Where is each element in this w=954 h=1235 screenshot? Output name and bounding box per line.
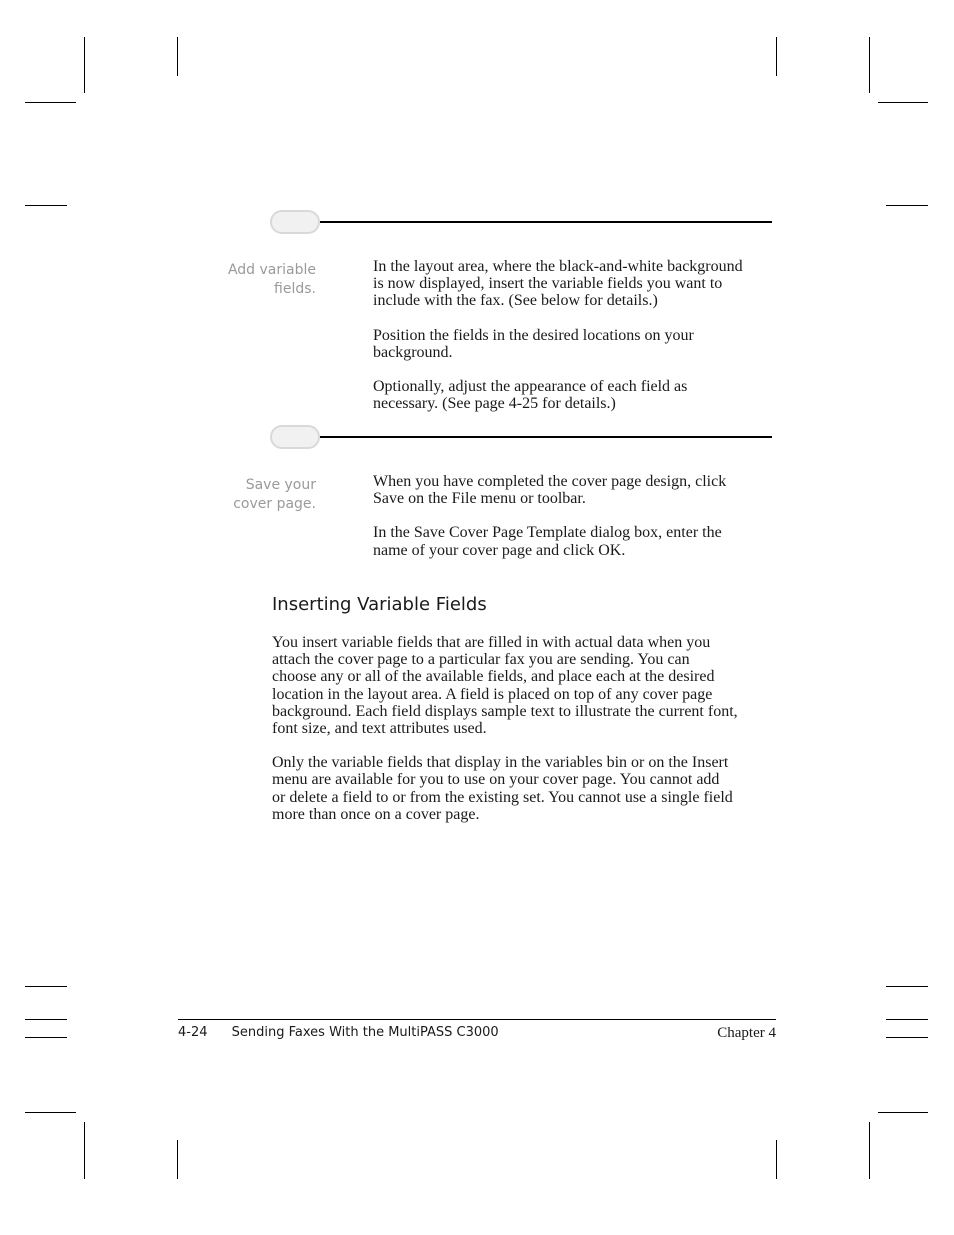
paragraph xyxy=(373,327,743,361)
text-line: font size, and text attributes used. xyxy=(272,720,487,738)
crop-mark xyxy=(25,1037,67,1038)
crop-mark xyxy=(886,205,928,206)
crop-mark xyxy=(25,205,67,206)
text-line: or delete a field to or from the existing set. You cannot use a single field xyxy=(272,788,733,806)
text-line: location in the layout area. A field is placed on top of any cover page xyxy=(272,685,713,703)
footer-rule xyxy=(178,1019,776,1020)
step-label xyxy=(176,476,316,514)
text-line: include with the fax. (See below for details.) xyxy=(373,292,658,310)
crop-mark xyxy=(177,1140,178,1179)
paragraph xyxy=(373,524,726,558)
text-line: necessary. (See page 4-25 for details.) xyxy=(373,395,616,413)
text-line: You insert variable fields that are filled in with actual data when you xyxy=(272,634,711,651)
text-line: choose any or all of the available fields, and place each at the desired xyxy=(272,668,715,686)
crop-mark xyxy=(25,102,76,103)
page-number: 4-24 xyxy=(178,1025,208,1040)
text-line: Position the fields in the desired locations on your xyxy=(373,326,694,344)
paragraph xyxy=(373,378,743,412)
text-line: more than once on a cover page. xyxy=(272,805,480,823)
footer-chapter: Chapter 4 xyxy=(717,1025,776,1041)
crop-mark xyxy=(776,1140,777,1179)
paragraph xyxy=(272,754,738,823)
section-body xyxy=(272,634,738,840)
crop-mark xyxy=(25,986,67,987)
step-body xyxy=(373,473,726,576)
text-line: When you have completed the cover page design, click xyxy=(373,473,727,490)
crop-mark xyxy=(886,1037,928,1038)
crop-mark xyxy=(177,37,178,76)
footer-title: Sending Faxes With the MultiPASS C3000 xyxy=(231,1025,499,1040)
crop-mark xyxy=(886,986,928,987)
step-label-line: Add variable xyxy=(227,262,316,278)
paragraph xyxy=(373,473,726,507)
crop-mark xyxy=(25,1112,76,1113)
crop-mark xyxy=(84,1122,85,1179)
step-divider xyxy=(320,436,772,438)
step-label-line: cover page. xyxy=(233,496,316,512)
text-line: Save on the File menu or toolbar. xyxy=(373,490,586,508)
crop-mark xyxy=(776,37,777,76)
crop-mark xyxy=(878,102,928,103)
paragraph xyxy=(373,258,743,310)
footer-left xyxy=(178,1025,499,1040)
text-line: background. Each field displays sample text to illustrate the current font, xyxy=(272,702,738,720)
crop-mark xyxy=(878,1112,928,1113)
text-line: is now displayed, insert the variable fields you want to xyxy=(373,275,723,293)
step-body xyxy=(373,258,743,429)
section-heading: Inserting Variable Fields xyxy=(272,594,487,615)
text-line: Optionally, adjust the appearance of each field as xyxy=(373,378,688,396)
step-divider xyxy=(320,221,772,223)
step-label-line: Save your xyxy=(245,477,316,493)
crop-mark xyxy=(886,1019,928,1020)
crop-mark xyxy=(869,37,870,93)
text-line: menu are available for you to use on your cover page. You cannot add xyxy=(272,771,720,789)
step-marker xyxy=(270,210,320,234)
paragraph xyxy=(272,634,738,737)
step-label xyxy=(176,261,316,299)
text-line: Only the variable fields that display in the variables bin or on the Insert xyxy=(272,754,729,772)
step-label-line: fields. xyxy=(274,281,316,297)
crop-mark xyxy=(84,37,85,93)
text-line: attach the cover page to a particular fax you are sending. You can xyxy=(272,651,690,669)
text-line: In the Save Cover Page Template dialog box, enter the xyxy=(373,524,722,542)
crop-mark xyxy=(869,1122,870,1179)
text-line: In the layout area, where the black-and-white background xyxy=(373,258,743,275)
crop-mark xyxy=(25,1019,67,1020)
text-line: background. xyxy=(373,343,453,361)
text-line: name of your cover page and click OK. xyxy=(373,541,626,559)
step-marker xyxy=(270,425,320,449)
